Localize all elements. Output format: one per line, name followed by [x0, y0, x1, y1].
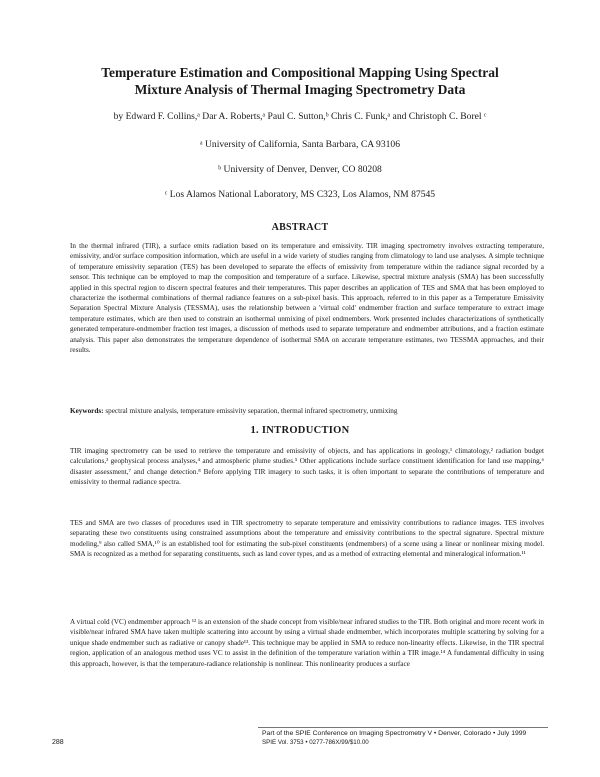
abstract-text: In the thermal infrared (TIR), a surface emits radiation based on its temperature and emissivity. TIR imaging spectrometry involves extracting temperature, emissivity, and/or surface composition information, which are useful in a wide variety of studies ranging from climatology to land use analyses. A simple technique of temperature emissivity separation (TES) has been developed to separate the effects of emissivity from temperature within the radiance signal recorded by a sensor. This technique can be employed to map the composition and temperature of a surface. Likewise, spectral mixture analysis (SMA) has been successfully applied in this spectral region to discern spectral features and their temperatures. This paper describes an application of TES and SMA that has been employed to characterize the isothermal combinations of thermal radiance features on a sub-pixel basis. This approach, referred to in this paper as a Temperature Emissivity Separation Spectral Mixture Analysis (TESSMA), uses the relationship between a 'virtual cold' endmember fraction and surface temperature to extract image temperature estimates, which are then used to constrain an isothermal unmixing of pixel endmembers. Work presented includes characterizations of synthetically generated temperature-endmember fraction test images, a discussion of methods used to separate temperature and endmember attributions, and a fraction estimate analysis. This paper also demonstrates the temperature dependence of isothermal SMA on accurate temperature estimates, two TESSMA approaches, and their results. [70, 242, 544, 355]
introduction-heading: 1. INTRODUCTION [250, 425, 350, 436]
affiliation-b: ᵇ University of Denver, Denver, CO 80208 [218, 164, 382, 175]
footer-conference: Part of the SPIE Conference on Imaging Spectrometry V • Denver, Colorado • July 1999 [262, 730, 527, 737]
intro-paragraph-3: A virtual cold (VC) endmember approach ¹² is an extension of the shade concept from visible/near infrared studies to the TIR. Both original and more recent work in visible/near infrared SMA have taken multiple scattering into account by using a virtual shade endmember, which incorporates multiple scattering by solving for a unique shade endmember such as radiative or canopy shade¹³. This technique may be applied in SMA to reduce non-linearity effects. Likewise, in the TIR spectral region, application of an analogous method uses VC to assist in the definition of the temperature variation within a TIR image.¹⁴ A fundamental difficulty in using this approach, however, is that the temperature-radiance relationship is nonlinear. This nonlinearity produces a surface [70, 618, 544, 668]
keywords-line [70, 406, 544, 416]
author-list: by Edward F. Collins,ᵃ Dar A. Roberts,ᵃ Paul C. Sutton,ᵇ Chris C. Funk,ᵃ and Christoph C. Borel ᶜ [113, 111, 487, 122]
keywords-label: Keywords: [70, 407, 104, 415]
keywords-text: spectral mixture analysis, temperature emissivity separation, thermal infrared spectrometry, unmixing [105, 407, 398, 415]
footer-spie-code: SPIE Vol. 3753 • 0277-786X/99/$10.00 [262, 739, 369, 746]
page-number: 288 [52, 739, 64, 746]
intro-paragraph-2: TES and SMA are two classes of procedures used in TIR spectrometry to separate temperature and emissivity contributions to radiance images. TES involves separating these two constituents using constrained assumptions about the temperature and emissivity contributions to the spectral signature. Spectral mixture modeling,⁹ also called SMA,¹⁰ is an established tool for estimating the sub-pixel constituents (endmembers) of a scene using a linear or nonlinear mixing model. SMA is recognized as a method for separating constituents, such as land cover types, and as a method of extracting elemental and mineralogical information.¹¹ [70, 519, 544, 559]
footer-rule [258, 727, 548, 728]
intro-paragraph-1: TIR imaging spectrometry can be used to retrieve the temperature and emissivity of objects, and has applications in geology,¹ climatology,² radiation budget calculations,³ geophysical process analyses,⁴ and atmospheric plume studies.⁵ Other applications include surface constituent identification for land use mapping,⁶ disaster assessment,⁷ and change detection.⁸ Before applying TIR imagery to such tasks, it is often important to separate the contributions of temperature and emissivity to thermal radiance spectra. [70, 447, 544, 487]
title-line-2: Mixture Analysis of Thermal Imaging Spectrometry Data [134, 82, 466, 97]
affiliation-a: ᵃ University of California, Santa Barbara, CA 93106 [199, 139, 401, 150]
title-line-1: Temperature Estimation and Compositional Mapping Using Spectral [101, 65, 499, 80]
affiliation-c: ᶜ Los Alamos National Laboratory, MS C323, Los Alamos, NM 87545 [164, 189, 436, 200]
abstract-heading: ABSTRACT [271, 222, 329, 233]
paper-title [60, 64, 540, 98]
